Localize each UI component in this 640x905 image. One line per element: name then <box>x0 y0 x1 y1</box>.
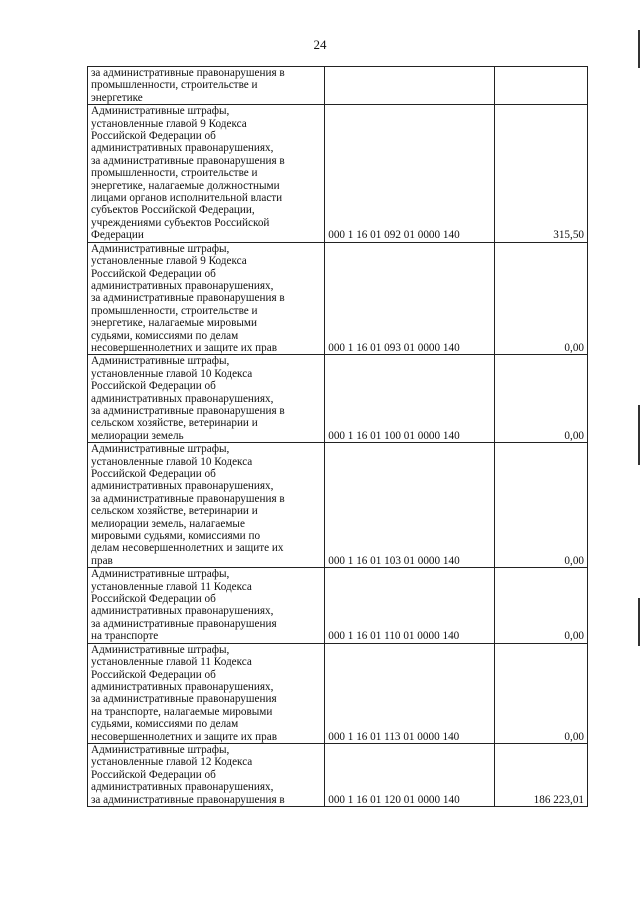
row-amount: 186 223,01 <box>494 743 587 806</box>
row-code <box>325 67 495 105</box>
page-number: 24 <box>313 37 327 52</box>
row-description: Административные штрафы, установленные главой 10 Кодекса Российской Федерации об административных правонарушениях, за административные правонарушения в сельском хозяйстве, ветеринарии и мелиорации земель <box>88 355 325 443</box>
row-description: Административные штрафы, установленные главой 9 Кодекса Российской Федерации об административных правонарушениях, за административные правонарушения в промышленности, строительстве и энергетике, налагаемые мировыми судьями, комиссиями по делам несовершеннолетних и защите их прав <box>88 242 325 355</box>
row-description: Административные штрафы, установленные главой 9 Кодекса Российской Федерации об административных правонарушениях, за административные правонарушения в промышленности, строительстве и энергетике, налагаемые должностными лицами органов исполнительной власти субъектов Российской Федерации, учреждениями субъектов Российской Федерации <box>88 105 325 242</box>
table-row <box>88 443 588 568</box>
table-row <box>88 355 588 443</box>
row-code: 000 1 16 01 103 01 0000 140 <box>325 443 495 568</box>
revenue-table <box>87 66 588 807</box>
row-description: Административные штрафы, установленные главой 10 Кодекса Российской Федерации об административных правонарушениях, за административные правонарушения в сельском хозяйстве, ветеринарии и мелиорации земель, налагаемые мировыми судьями, комиссиями по делам несовершеннолетних и защите их прав <box>88 443 325 568</box>
row-code: 000 1 16 01 120 01 0000 140 <box>325 743 495 806</box>
row-amount: 0,00 <box>494 242 587 355</box>
row-amount: 315,50 <box>494 105 587 242</box>
row-description: за административные правонарушения в промышленности, строительстве и энергетике <box>88 67 325 105</box>
row-amount: 0,00 <box>494 443 587 568</box>
row-code: 000 1 16 01 113 01 0000 140 <box>325 643 495 743</box>
row-description: Административные штрафы, установленные главой 11 Кодекса Российской Федерации об административных правонарушениях, за административные правонарушения на транспорте <box>88 568 325 643</box>
table-row <box>88 743 588 806</box>
row-code: 000 1 16 01 093 01 0000 140 <box>325 242 495 355</box>
row-amount: 0,00 <box>494 568 587 643</box>
row-amount: 0,00 <box>494 355 587 443</box>
table-row <box>88 643 588 743</box>
row-description: Административные штрафы, установленные главой 11 Кодекса Российской Федерации об административных правонарушениях, за административные правонарушения на транспорте, налагаемые мировыми судьями, комиссиями по делам несовершеннолетних и защите их прав <box>88 643 325 743</box>
table-row <box>88 67 588 105</box>
row-amount <box>494 67 587 105</box>
row-amount: 0,00 <box>494 643 587 743</box>
row-description: Административные штрафы, установленные главой 12 Кодекса Российской Федерации об административных правонарушениях, за административные правонарушения в <box>88 743 325 806</box>
row-code: 000 1 16 01 100 01 0000 140 <box>325 355 495 443</box>
table-row <box>88 568 588 643</box>
table-row <box>88 242 588 355</box>
row-code: 000 1 16 01 092 01 0000 140 <box>325 105 495 242</box>
table-row <box>88 105 588 242</box>
row-code: 000 1 16 01 110 01 0000 140 <box>325 568 495 643</box>
